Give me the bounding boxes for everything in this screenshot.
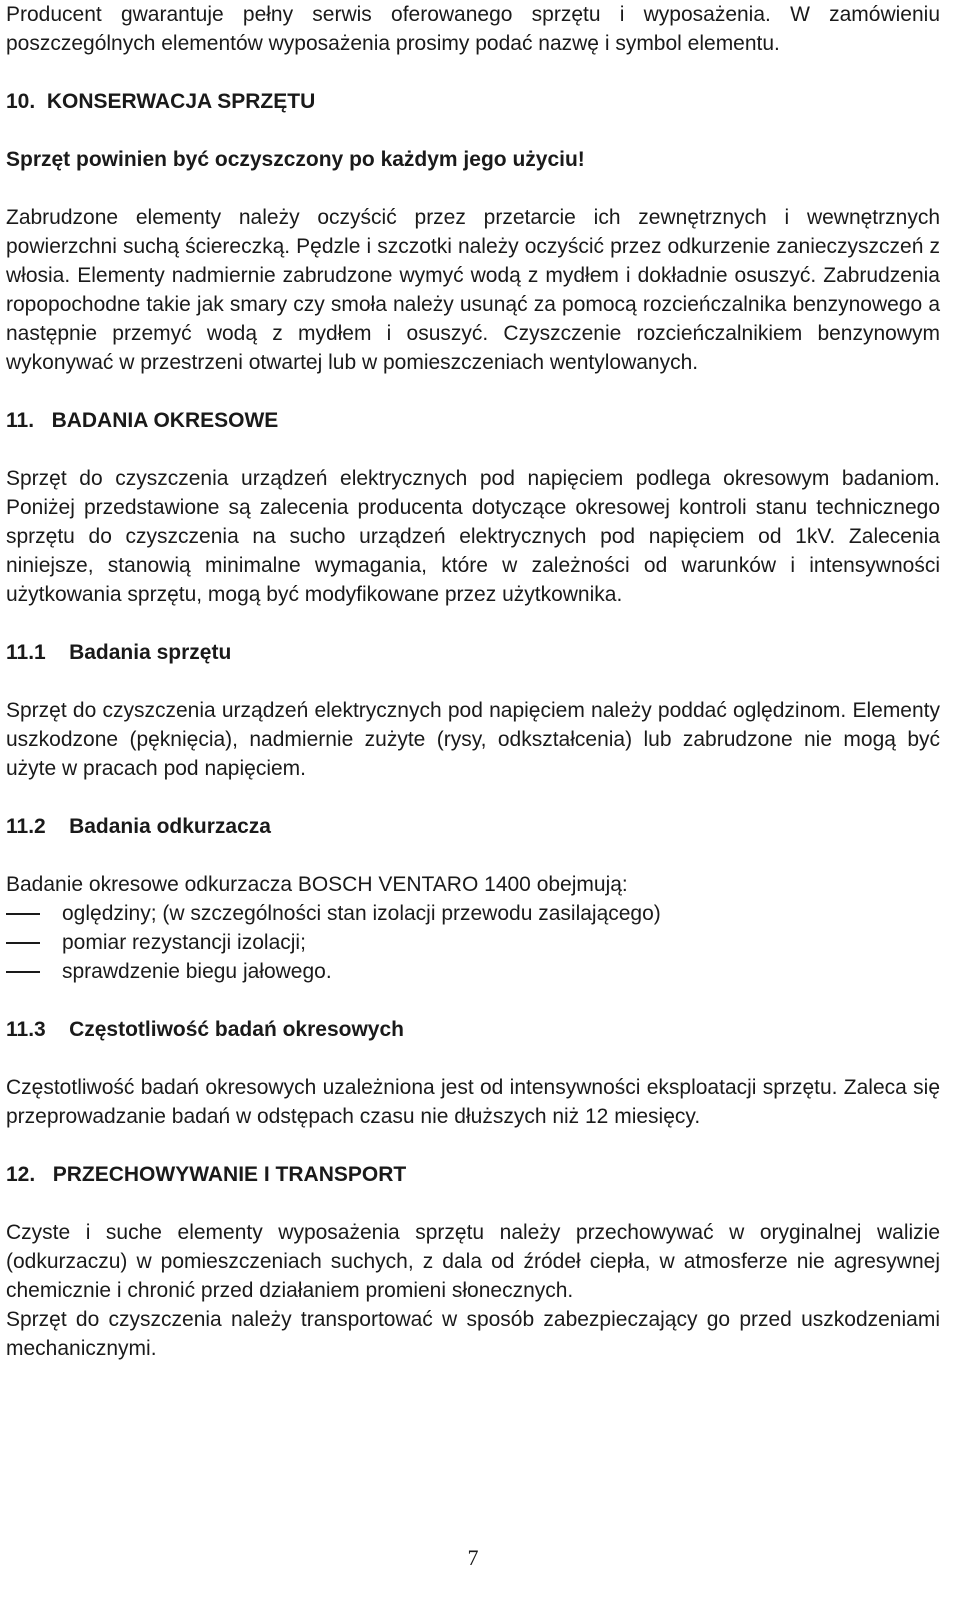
section-11-title: BADANIA OKRESOWE [51,409,279,432]
dash-bullet-icon [6,971,40,973]
dash-bullet-icon [6,913,40,915]
section-11-paragraph: Sprzęt do czyszczenia urządzeń elektrycznych pod napięciem podlega okresowym badaniom. Poniżej przedstawione są zalecenia producenta dotyczące okresowej kontroli stanu technicznego sprzętu do czyszczenia na sucho urządzeń elektrycznych pod napięciem od 1kV. Zalecenia niniejsze, stanowią minimalne wymagania, które w zależności od warunków i intensywności użytkowania sprzętu, mogą być modyfikowane przez użytkownika. [6,467,940,606]
section-11-3-paragraph: Częstotliwość badań okresowych uzależniona jest od intensywności eksploatacji sprzętu. Zaleca się przeprowadzanie badań w odstępach czasu nie dłuższych niż 12 miesięcy. [6,1076,940,1128]
section-11-2-number: 11.2 [6,815,46,838]
intro-paragraph: Producent gwarantuje pełny serwis oferowanego sprzętu i wyposażenia. W zamówieniu poszczególnych elementów wyposażenia prosimy podać nazwę i symbol elementu. [6,3,940,55]
document-page [6,0,940,1363]
section-11-1-title: Badania sprzętu [69,641,232,664]
section-11-1-number: 11.1 [6,641,46,664]
section-11-heading [6,406,940,435]
section-11-2-title: Badania odkurzacza [69,815,271,838]
section-11-3-title: Częstotliwość badań okresowych [69,1018,404,1041]
section-12-title: PRZECHOWYWANIE I TRANSPORT [52,1163,407,1186]
section-11-3-heading [6,1015,940,1044]
section-11-3-number: 11.3 [6,1018,46,1041]
page-number: 7 [467,1545,479,1570]
section-12-paragraph-2: Sprzęt do czyszczenia należy transportować w sposób zabezpieczający go przed uszkodzeniami mechanicznymi. [6,1308,940,1360]
section-11-number: 11. [6,409,35,432]
list-item [6,957,940,986]
section-11-2-heading [6,812,940,841]
section-12-number: 12. [6,1163,36,1186]
section-10-heading [6,87,940,116]
list-item-text: pomiar rezystancji izolacji; [62,931,306,954]
list-item [6,899,940,928]
section-10-lead: Sprzęt powinien być oczyszczony po każdym jego użyciu! [6,148,585,171]
inspection-list [6,899,940,986]
section-10-title: KONSERWACJA SPRZĘTU [46,90,316,113]
dash-bullet-icon [6,942,40,944]
list-item-text: oględziny; (w szczególności stan izolacji przewodu zasilającego) [62,902,661,925]
list-item [6,928,940,957]
list-item-text: sprawdzenie biegu jałowego. [62,960,332,983]
section-11-1-paragraph: Sprzęt do czyszczenia urządzeń elektrycznych pod napięciem należy poddać oględzinom. Elementy uszkodzone (pęknięcia), nadmiernie zużyte (rysy, odkształcenia) lub zabrudzone nie mogą być użyte w pracach pod napięciem. [6,699,940,780]
section-11-2-lead: Badanie okresowe odkurzacza BOSCH VENTARO 1400 obejmują: [6,873,628,896]
section-10-number: 10. [6,90,36,113]
section-10-paragraph: Zabrudzone elementy należy oczyścić przez przetarcie ich zewnętrznych i wewnętrznych powierzchni suchą ściereczką. Pędzle i szczotki należy oczyścić przez odkurzenie zanieczyszczeń z włosia. Elementy nadmiernie zabrudzone wymyć wodą z mydłem i dokładnie osuszyć. Zabrudzenia ropopochodne takie jak smary czy smoła należy usunąć za pomocą rozcieńczalnika benzynowego a następnie przemyć wodą z mydłem i osuszyć. Czyszczenie rozcieńczalnikiem benzynowym wykonywać w przestrzeni otwartej lub w pomieszczeniach wentylowanych. [6,206,940,374]
section-12-heading [6,1160,940,1189]
section-12-paragraph-1: Czyste i suche elementy wyposażenia sprzętu należy przechowywać w oryginalnej walizie (odkurzaczu) w pomieszczeniach suchych, z dala od źródeł ciepła, w atmosferze nie agresywnej chemicznie i chronić przed działaniem promieni słonecznych. [6,1221,940,1302]
section-11-1-heading [6,638,940,667]
